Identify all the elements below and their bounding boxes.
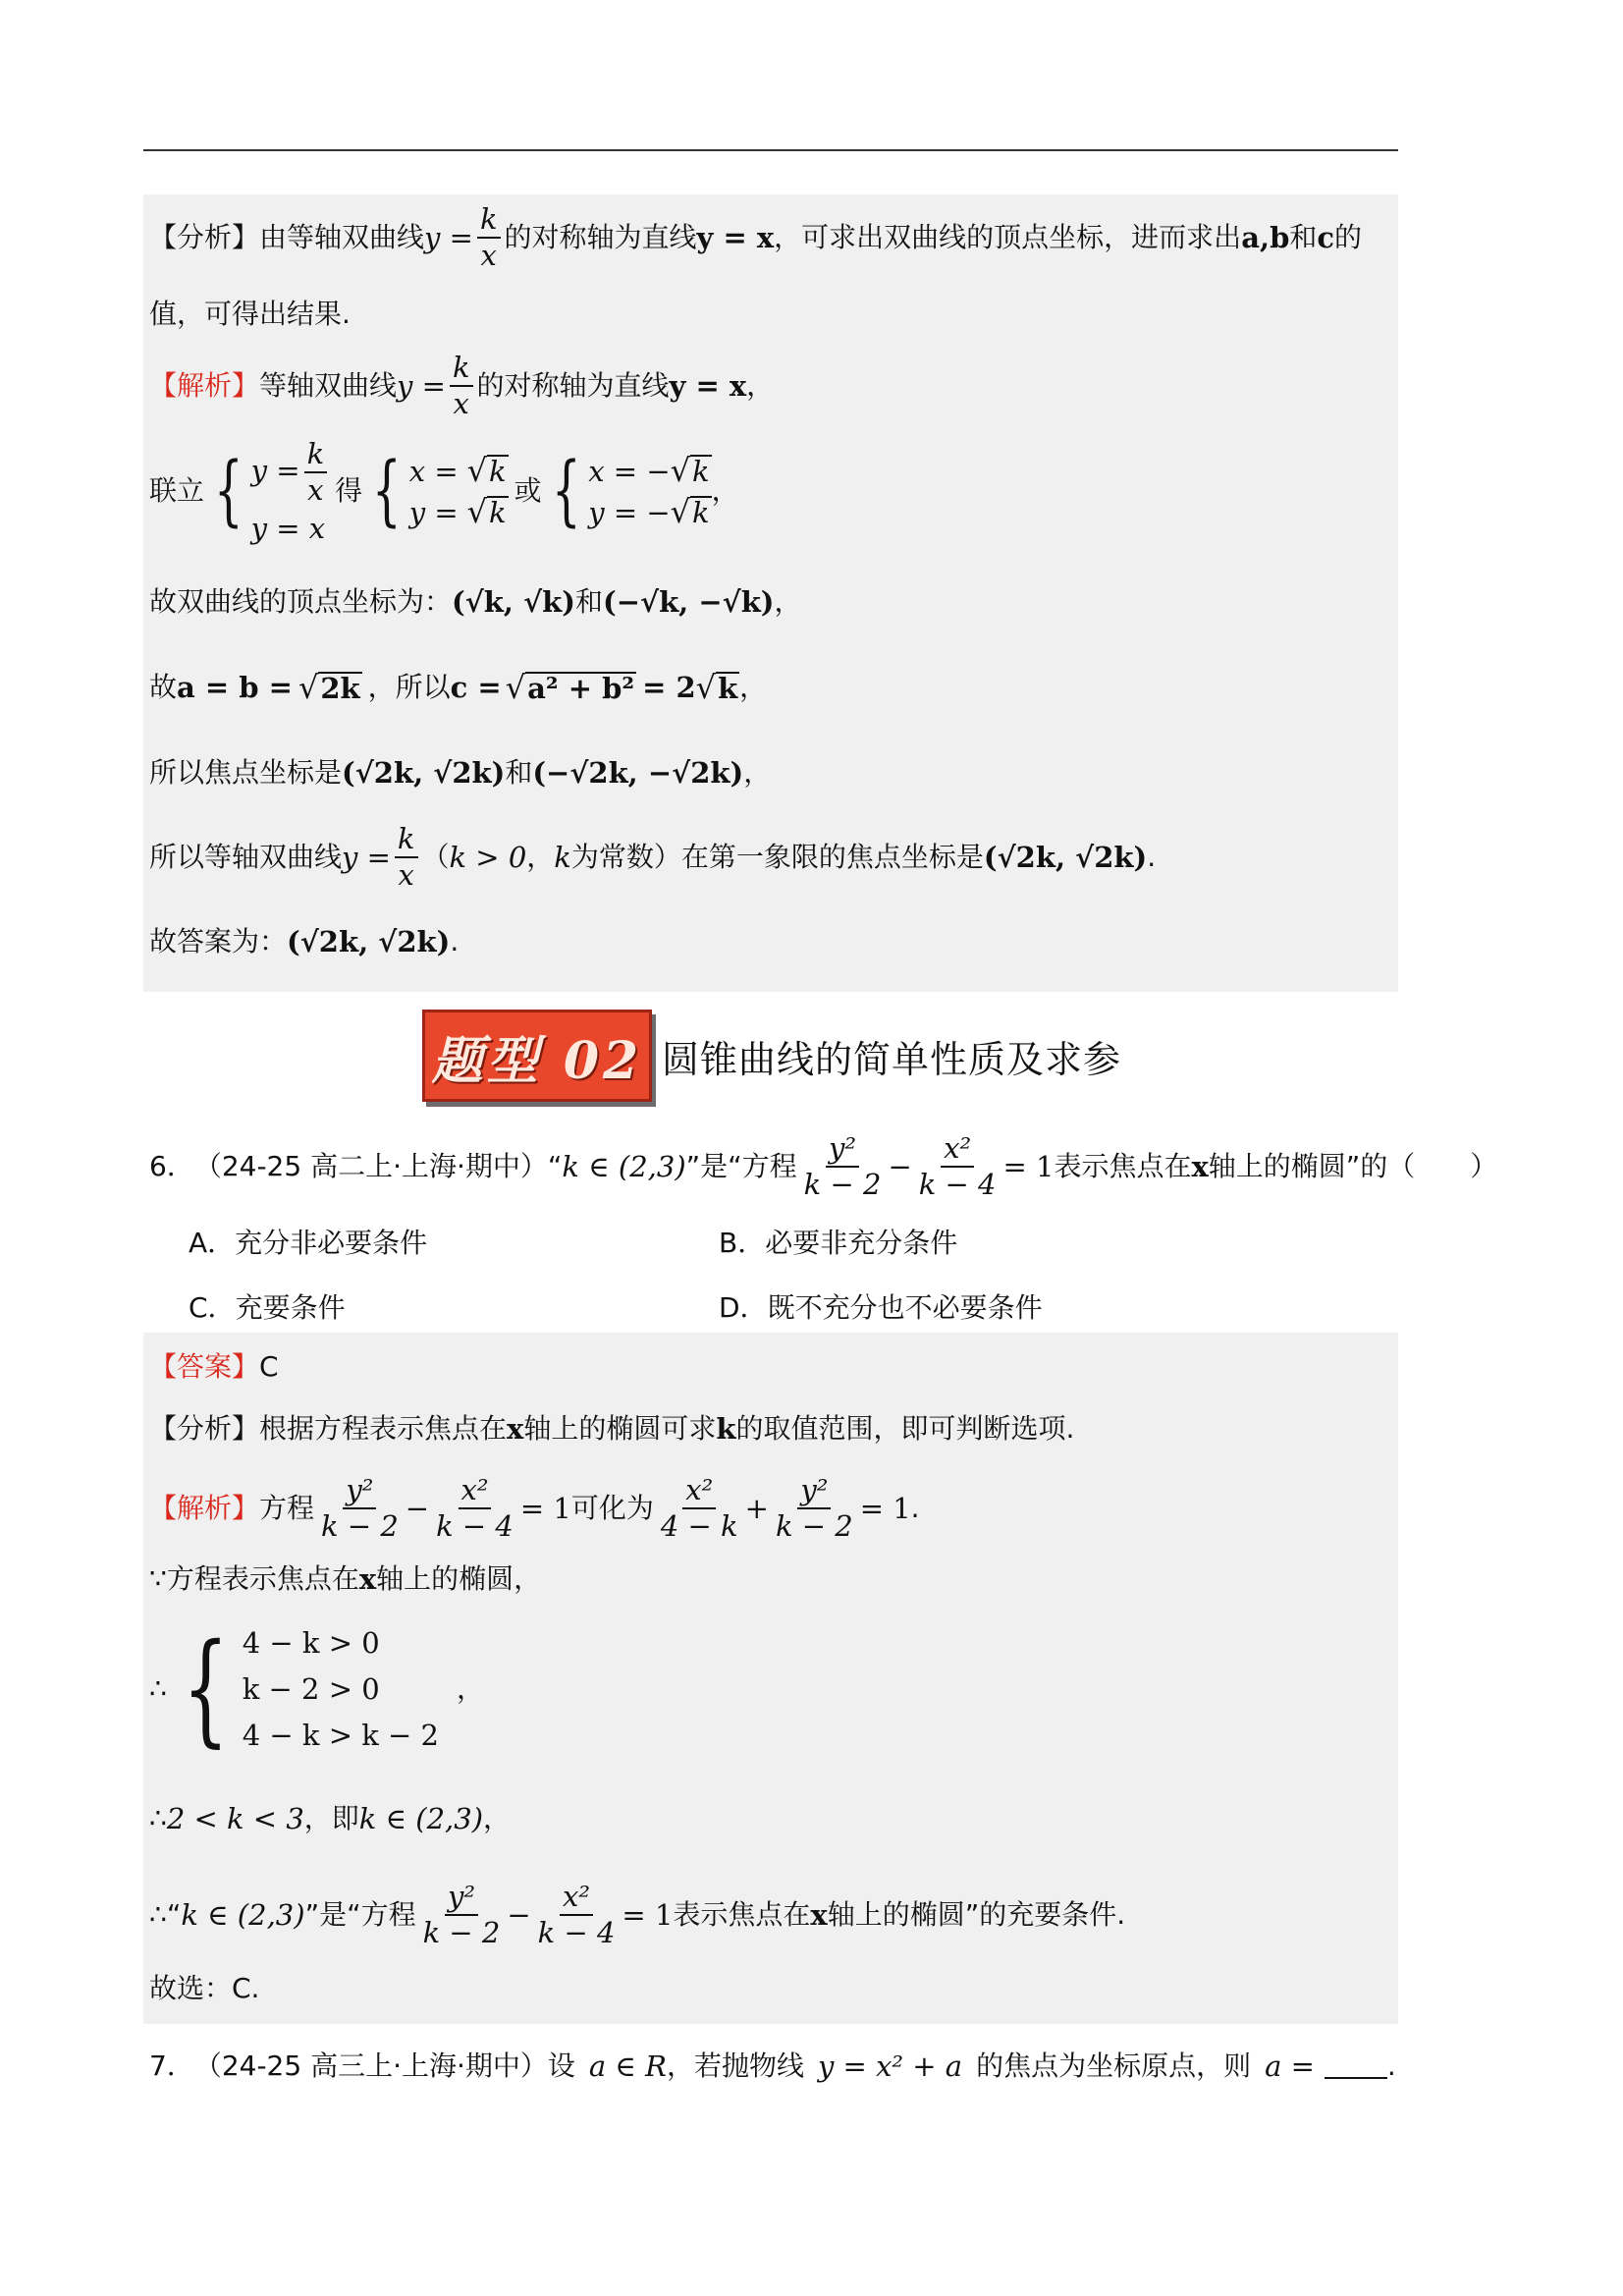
- analysis-6-line: 【分析】 根据方程表示焦点在 x 轴上的椭圆可求 k 的取值范围，即可判断选项.: [149, 1411, 1075, 1446]
- solution-tag: 【解析】: [149, 369, 260, 402]
- fraction-k-over-x: $\frac{k}{x}$: [477, 205, 501, 270]
- solution-line-6: 所以等轴双曲线 y = $\frac{k}{x}$ （ k > 0 ， k 为常数）在第一象限的焦点坐标是 (√2k, √2k) .: [149, 822, 1157, 892]
- answer-tag: 【答案】: [149, 1350, 260, 1383]
- system-brace-4: { 4 − k > 0 k − 2 > 0 4 − k > k − 2: [182, 1618, 439, 1760]
- answer-value: C: [259, 1350, 279, 1383]
- solution-6-line-5: ∴“ k ∈ (2,3) ”是“方程 $\frac{\text{y²}}{k - 2}$ − $\frac{\text{x²}}{k - 4}$ = 1 表示焦点在 x 轴上的椭圆”的充要条件.: [149, 1880, 1126, 1949]
- system-brace-2: { x = √ k y = √ k: [372, 447, 507, 535]
- question-6: 6． （24-25 高二上·上海·期中） “ k ∈ (2,3) ”是“方程 $\frac{\text{y²}}{k - 2}$ − $\frac{\text{x²}}{k - 4}$ = 1 表示焦点在 x 轴上的椭圆”的（ ）: [149, 1131, 1498, 1201]
- solution-line-4: 故 a = b = √ 2k ，所以 c = √ a² + b² = 2 √ k ，: [149, 668, 768, 706]
- analysis-line-1: 【分析】 由等轴双曲线 y = $\frac{k}{x}$ 的对称轴为直线 y = x ，可求出双曲线的顶点坐标，进而求出 a,b 和 c 的: [149, 202, 1363, 272]
- solution-6-line-6: 故选：C.: [149, 1972, 260, 2004]
- option-c[interactable]: C． 充要条件: [189, 1291, 346, 1324]
- section-banner: [422, 1008, 1121, 1104]
- system-brace-3: { x = − √ k y = − √ k: [551, 447, 710, 535]
- header-rule: [143, 149, 1398, 151]
- system-brace-1: { y = $\frac{k}{x}$ y = x: [213, 436, 326, 545]
- solution-6-line-2: ∵方程表示焦点在 x 轴上的椭圆，: [149, 1561, 542, 1596]
- solution-6-line-3: ∴ { 4 − k > 0 k − 2 > 0 4 − k > k − 2 ，: [149, 1618, 485, 1760]
- option-a[interactable]: A． 充分非必要条件: [189, 1227, 428, 1259]
- solution-6-line-4: ∴ 2 < k < 3 ，即 k ∈ (2,3) ，: [149, 1801, 512, 1835]
- solution-line-2: 联立 { y = $\frac{k}{x}$ y = x 得 { x = √ k y = √ k 或 { x = − √ k y = − √ k ，: [149, 436, 739, 545]
- option-b[interactable]: B． 必要非充分条件: [719, 1227, 958, 1259]
- solution-line-3: 故双曲线的顶点坐标为： (√k, √k) 和 (−√k, −√k) ，: [149, 584, 802, 619]
- section-badge: 题型 02: [422, 1010, 652, 1102]
- option-d[interactable]: D． 既不充分也不必要条件: [719, 1291, 1043, 1324]
- solution-6-line-1: 【解析】 方程 $\frac{\text{y²}}{k - 2}$ − $\frac{\text{x²}}{k - 4}$ = 1 可化为 $\frac{\text{x²}}{4 - k}$ + $\frac{\text{y²}}{k - 2}$ = 1 .: [149, 1473, 920, 1543]
- section-title: 圆锥曲线的简单性质及求参: [662, 1037, 1122, 1081]
- answer-blank[interactable]: [1325, 2053, 1387, 2079]
- solution-line-1: 【解析】 等轴双曲线 y = $\frac{k}{x}$ 的对称轴为直线 y = x ，: [149, 351, 775, 420]
- analysis-tag: 【分析】: [149, 221, 260, 253]
- question-7: 7． （24-25 高三上·上海·期中）设 a ∈ R ，若抛物线 y = x² + a 的焦点为坐标原点，则 a = .: [149, 2049, 1396, 2083]
- solution-line-5: 所以焦点坐标是 (√2k, √2k) 和 (−√2k, −√2k) ，: [149, 755, 772, 790]
- solution-line-7: 故答案为： (√2k, √2k) .: [149, 924, 460, 958]
- answer-line: [149, 1338, 279, 1396]
- analysis-line-2: 值，可得出结果.: [149, 298, 351, 330]
